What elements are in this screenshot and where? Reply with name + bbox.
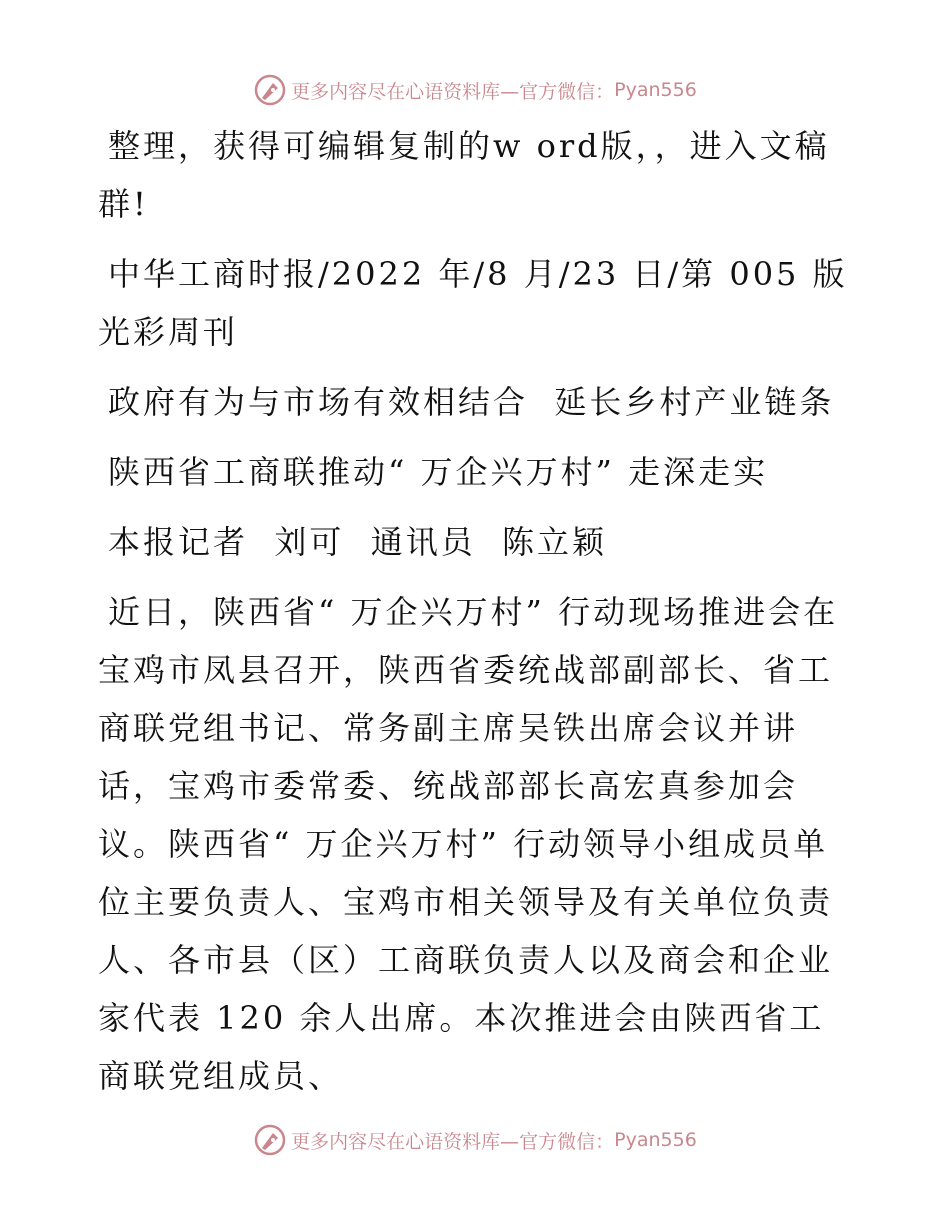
headline: 政府有为与市场有效相结合 延长乡村产业链条 [108,383,835,421]
byline: 本报记者 刘可 通讯员 陈立颖 [108,523,608,561]
body-paragraph: 近日，陕西省“ 万企兴万村” 行动现场推进会在宝鸡市凤县召开，陕西省委统战部副部长、省工商联党组书记、常务副主席吴铁出席会议并讲话，宝鸡市委常委、统战部部长高宏真参加会议。陕西省“ 万企兴万村” 行动领导小组成员单位主要负责人、宝鸡市相关领导及有关单位负责人、各市县（区）工商联负责人以及商会和企业家代表 120 余人出席。本次推进会由陕西省工商联党组成员、 [98,593,839,1095]
watermark-contact: Pyan556 [614,79,697,101]
document-body [98,117,858,1117]
footer-watermark [0,1120,950,1160]
intro-paragraph: 整理，获得可编辑复制的w ord版，，进入文稿群! [98,127,830,223]
pen-nib-circle-icon [253,1123,287,1157]
subheadline: 陕西省工商联推动“ 万企兴万村” 走深走实 [108,453,769,491]
pen-nib-circle-icon [253,73,287,107]
watermark-text: 更多内容尽在心语资料库—官方微信： [291,1130,615,1153]
watermark-text: 更多内容尽在心语资料库—官方微信： [291,80,615,103]
header-watermark [0,70,950,110]
watermark-contact: Pyan556 [614,1129,697,1151]
source-line: 中华工商时报/2022 年/8 月/23 日/第 005 版光彩周刊 [98,255,848,351]
